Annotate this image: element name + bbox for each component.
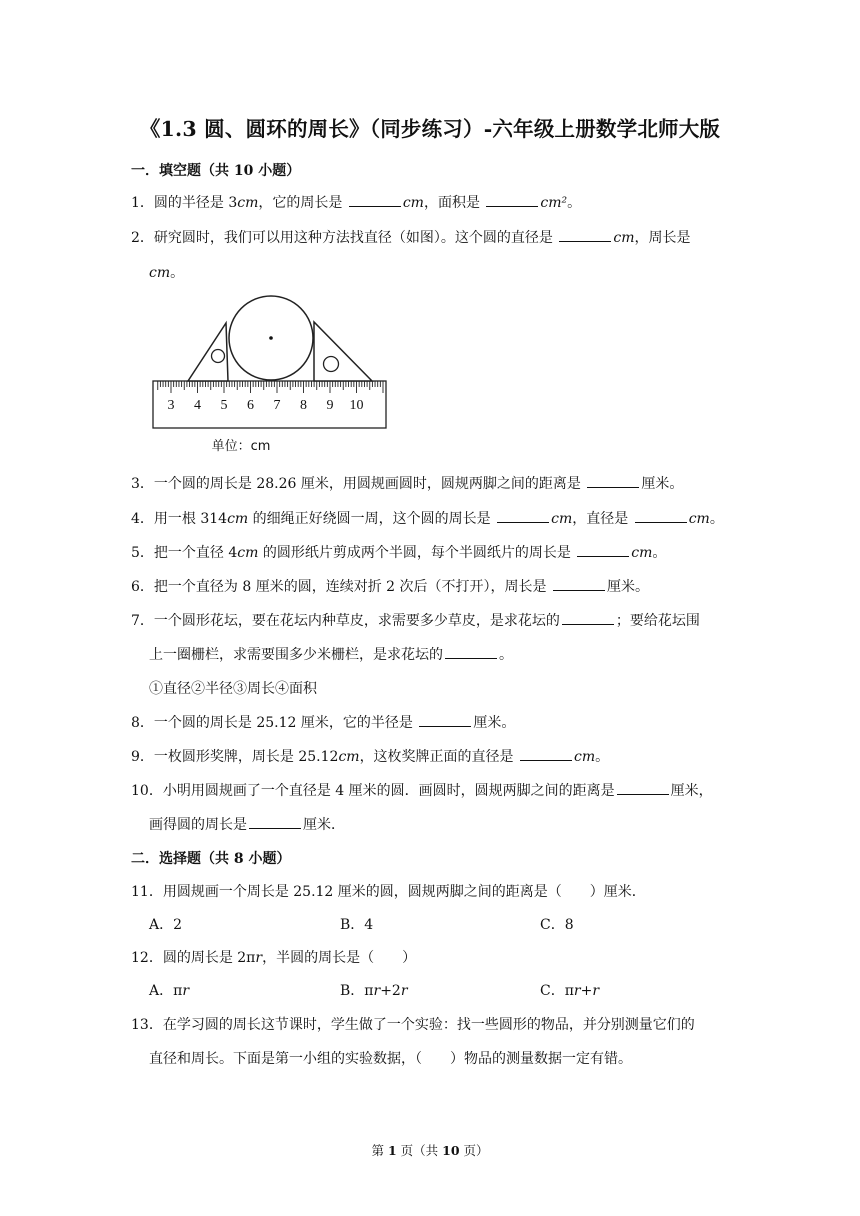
ruler-tick-label: 6 xyxy=(247,398,254,413)
question-7-options: ①直径②半径③周长④面积 xyxy=(149,681,317,697)
right-triangle xyxy=(314,322,372,381)
question-6: 6．把一个直径为 8 厘米的圆，连续对折 2 次后（不打开），周长是 厘米。 xyxy=(131,579,649,595)
question-7: 7．一个圆形花坛，要在花坛内种草皮，求需要多少草皮，是求花坛的 ；要给花坛围 xyxy=(131,613,700,629)
question-7-cont: 上一圈栅栏，求需要围多少米栅栏，是求花坛的 。 xyxy=(149,647,513,663)
question-1: 1．圆的半径是 3cm，它的周长是 cm，面积是 cm²。 xyxy=(131,195,582,211)
ruler-circle-figure xyxy=(150,292,390,468)
answer-blank xyxy=(445,646,497,659)
answer-blank xyxy=(419,714,471,727)
question-4: 4．用一根 314cm 的细绳正好绕圆一周，这个圆的周长是 cm，直径是 cm。 xyxy=(131,511,724,527)
question-9: 9．一枚圆形奖牌，周长是 25.12cm，这枚奖牌正面的直径是 cm。 xyxy=(131,749,610,765)
answer-blank xyxy=(587,475,639,488)
q11-option-c[interactable]: C．8 xyxy=(540,917,574,933)
answer-blank xyxy=(617,782,669,795)
question-3: 3．一个圆的周长是 28.26 厘米，用圆规画圆时，圆规两脚之间的距离是 厘米。 xyxy=(131,476,684,492)
question-8: 8．一个圆的周长是 25.12 厘米，它的半径是 厘米。 xyxy=(131,715,516,731)
question-13: 13．在学习圆的周长这节课时，学生做了一个实验：找一些圆形的物品，并分别测量它们的 xyxy=(131,1017,695,1033)
question-10: 10．小明用圆规画了一个直径是 4 厘米的圆．画圆时，圆规两脚之间的距离是 厘米， xyxy=(131,783,713,799)
answer-blank xyxy=(349,194,401,207)
unit-label: 单位：cm xyxy=(211,439,271,454)
answer-blank xyxy=(635,510,687,523)
q12-option-b[interactable]: B．πr+2r xyxy=(340,983,408,999)
answer-blank xyxy=(249,816,301,829)
answer-blank xyxy=(577,544,629,557)
question-13-cont: 直径和周长。下面是第一小组的实验数据，（ ）物品的测量数据一定有错。 xyxy=(149,1051,632,1067)
ruler-tick-label: 7 xyxy=(273,398,281,413)
question-2: 2．研究圆时，我们可以用这种方法找直径（如图）。这个圆的直径是 cm，周长是 xyxy=(131,230,691,246)
ruler-tick-label: 3 xyxy=(167,398,175,413)
circle-center xyxy=(269,336,273,340)
question-10-cont: 画得圆的周长是 厘米． xyxy=(149,817,345,833)
q11-option-b[interactable]: B．4 xyxy=(340,917,374,933)
answer-blank xyxy=(553,578,605,591)
ruler-tick-label: 4 xyxy=(194,398,201,413)
ruler-tick-label: 10 xyxy=(349,398,364,413)
q12-option-a[interactable]: A．πr xyxy=(149,983,190,999)
section-multiple-choice: 二．选择题（共 8 小题） xyxy=(131,851,291,867)
answer-blank xyxy=(520,748,572,761)
page-title: 《1.3 圆、圆环的周长》（同步练习）-六年级上册数学北师大版 xyxy=(139,117,721,141)
left-triangle-hole xyxy=(212,350,225,363)
question-11: 11．用圆规画一个周长是 25.12 厘米的圆，圆规两脚之间的距离是（ ）厘米． xyxy=(131,884,646,900)
ruler-tick-label: 9 xyxy=(326,398,334,413)
ruler-tick-label: 5 xyxy=(220,398,228,413)
section-fill-blank: 一．填空题（共 10 小题） xyxy=(131,163,301,179)
question-2-cont: cm。 xyxy=(149,265,185,281)
answer-blank xyxy=(497,510,549,523)
answer-blank xyxy=(559,229,611,242)
answer-blank xyxy=(562,612,614,625)
q11-option-a[interactable]: A．2 xyxy=(149,917,183,933)
answer-blank xyxy=(486,194,538,207)
q12-option-c[interactable]: C．πr+r xyxy=(540,983,600,999)
question-5: 5．把一个直径 4cm 的圆形纸片剪成两个半圆，每个半圆纸片的周长是 cm。 xyxy=(131,545,667,561)
ruler-tick-label: 8 xyxy=(300,398,307,413)
question-12: 12．圆的周长是 2πr，半圆的周长是（ ） xyxy=(131,950,417,966)
page-footer: 第 1 页（共 10 页） xyxy=(371,1143,489,1158)
right-triangle-hole xyxy=(324,357,339,372)
